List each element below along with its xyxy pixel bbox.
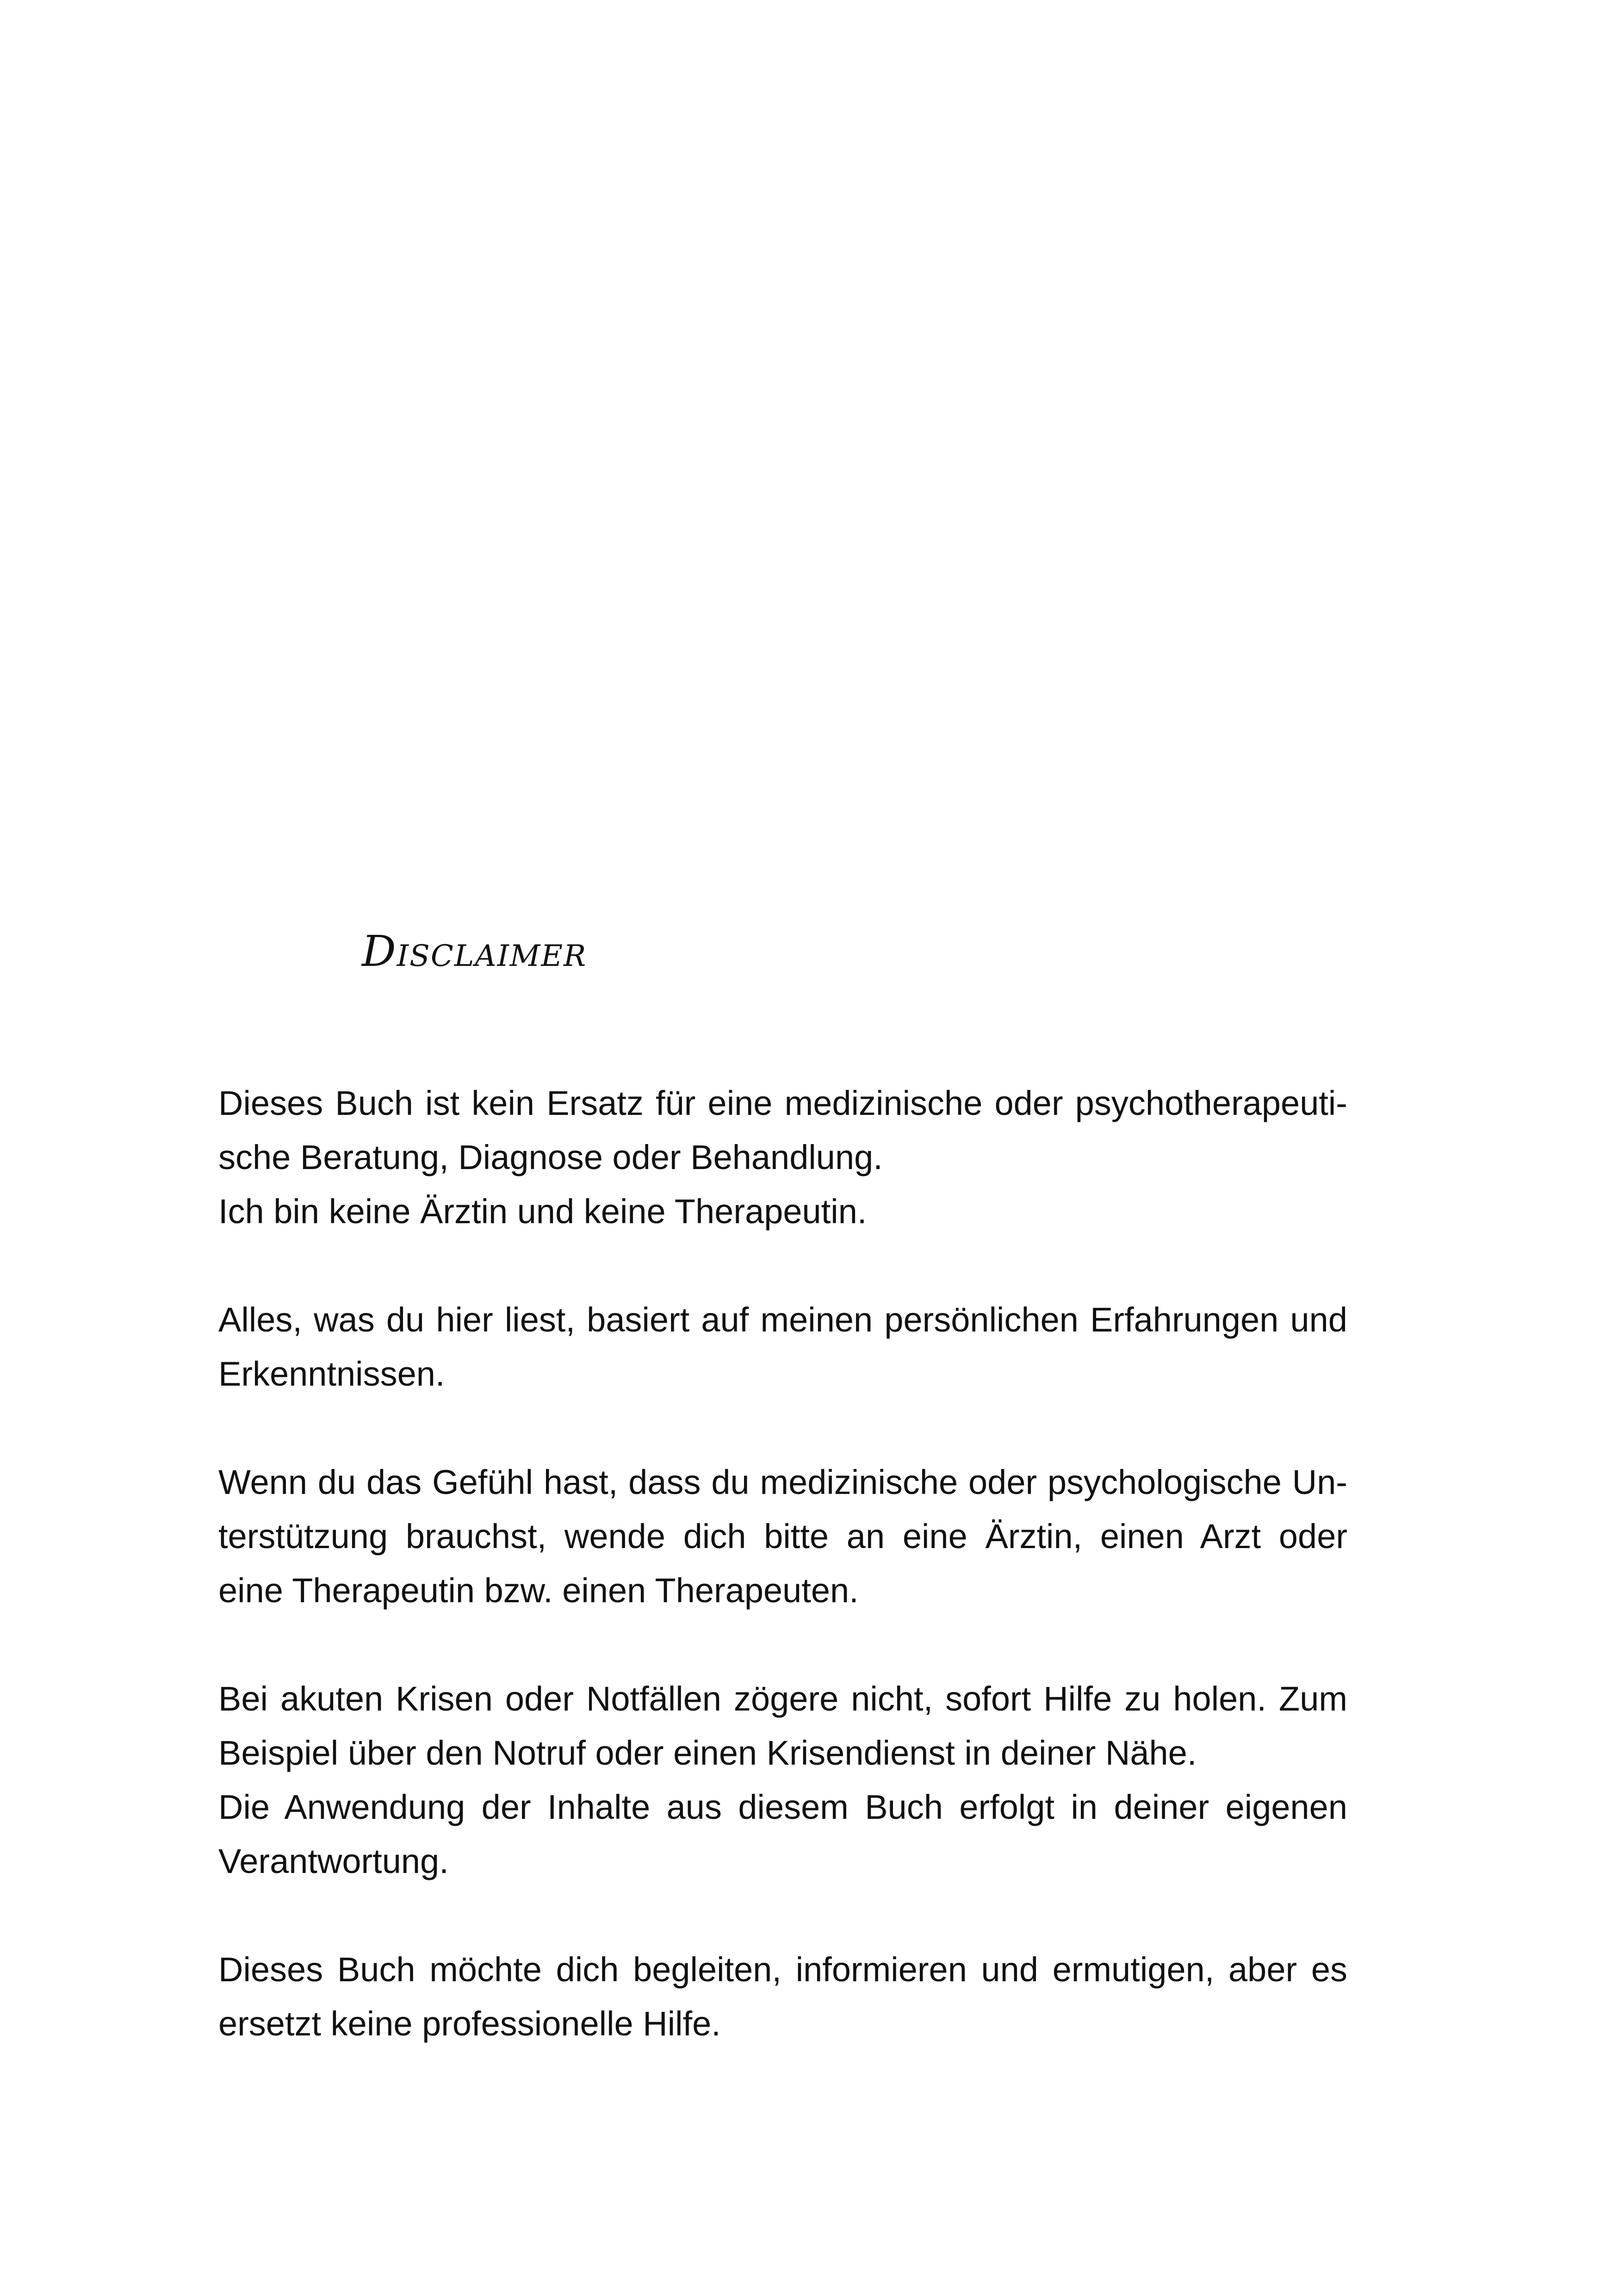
page-title: Disclaimer xyxy=(362,927,587,976)
text-line: Dieses Buch möchte dich begleiten, informieren und ermutigen, aber es xyxy=(218,1950,1347,1989)
text-line: Dieses Buch ist kein Ersatz für eine medizinische oder psychotherapeuti- xyxy=(218,1084,1347,1122)
paragraph-2 xyxy=(218,1293,1347,1401)
text-line: eine Therapeutin bzw. einen Therapeuten. xyxy=(218,1571,859,1610)
paragraph-4 xyxy=(218,1672,1347,1888)
text-line: Ich bin keine Ärztin und keine Therapeutin. xyxy=(218,1192,867,1231)
text-line: Bei akuten Krisen oder Notfällen zögere nicht, sofort Hilfe zu holen. Zum xyxy=(218,1680,1347,1718)
text-line: sche Beratung, Diagnose oder Behandlung. xyxy=(218,1138,883,1176)
paragraph-1 xyxy=(218,1076,1347,1238)
paragraph-3 xyxy=(218,1455,1347,1618)
text-line: Beispiel über den Notruf oder einen Krisendienst in deiner Nähe. xyxy=(218,1734,1197,1772)
text-line: Wenn du das Gefühl hast, dass du medizinische oder psychologische Un- xyxy=(218,1463,1347,1501)
paragraph-5 xyxy=(218,1942,1347,2051)
text-line: Verantwortung. xyxy=(218,1842,449,1880)
text-line: Die Anwendung der Inhalte aus diesem Buch erfolgt in deiner eigenen xyxy=(218,1788,1347,1826)
text-line: terstützung brauchst, wende dich bitte an eine Ärztin, einen Arzt oder xyxy=(218,1517,1347,1556)
text-line: Alles, was du hier liest, basiert auf meinen persönlichen Erfahrungen und xyxy=(218,1300,1347,1339)
text-line: ersetzt keine professionelle Hilfe. xyxy=(218,2004,721,2043)
disclaimer-body xyxy=(218,1076,1347,2105)
text-line: Erkenntnissen. xyxy=(218,1355,445,1393)
